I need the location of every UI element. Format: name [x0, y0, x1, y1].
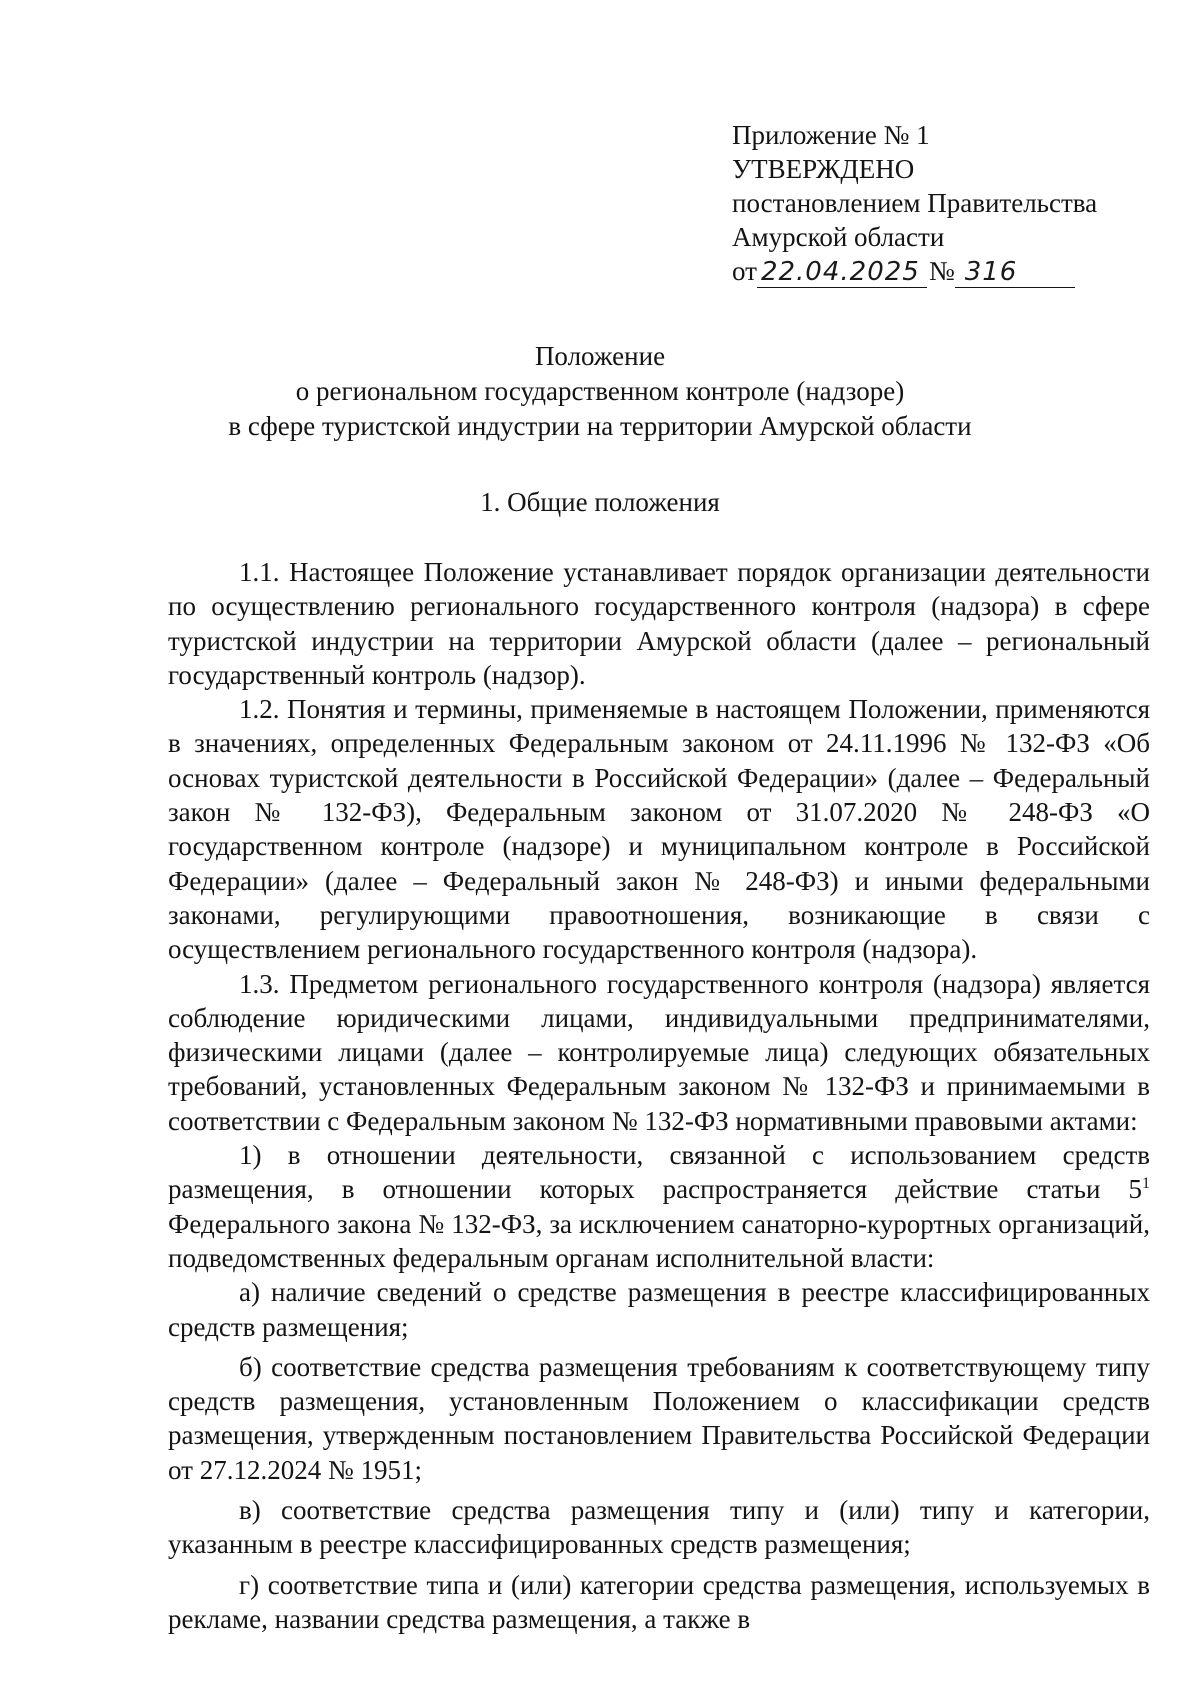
date-prefix: от [732, 256, 757, 286]
document-title [0, 339, 1200, 444]
approval-block [732, 118, 1097, 288]
number-blank [955, 257, 1075, 288]
number-prefix: № [928, 256, 955, 286]
paragraph-1-2: 1.2. Понятия и термины, применяемые в настоящем Положении, применяются в значениях, определенных Федеральным законом от 24.11.1996 № 132-ФЗ «Об основах туристской деятельности в Российской Федерации» (далее – Федеральный закон № 132-ФЗ), Федеральным законом от 31.07.2020 № 248-ФЗ «О государственном контроле (надзоре) и муниципальном контроле в Российской Федерации» (далее – Федеральный закон № 248-ФЗ) и иными федеральными законами, регулирующими правоотношения, возникающие в связи с осуществлением регионального государственного контроля (надзора). [168, 694, 1150, 965]
list-item-b: б) соответствие средства размещения требованиям к соответствующему типу средств размещения, установленным Положением о классификации средств размещения, утвержденным постановлением Правительства Российской Федерации от 27.12.2024 № 1951; [168, 1351, 1150, 1485]
list-item-a: а) наличие сведений о средстве размещения в реестре классифицированных средств размещения; [168, 1277, 1150, 1342]
handwritten-date: 22.04.2025 [760, 257, 920, 287]
decree-date-number [732, 254, 1097, 288]
approved-region: Амурской области [732, 222, 945, 252]
appendix-number: Приложение № 1 [732, 120, 930, 150]
title-line-3: в сфере туристской индустрии на территории Амурской области [228, 411, 972, 441]
list-item-v: в) соответствие средства размещения типу и (или) типу и категории, указанным в реестре классифицированных средств размещения; [168, 1495, 1150, 1560]
handwritten-number: 316 [964, 257, 1018, 287]
superscript: 1 [1142, 1175, 1150, 1193]
list-item-g: г) соответствие типа и (или) категории средства размещения, используемых в рекламе, названии средства размещения, а также в [168, 1569, 1150, 1634]
list-item-1: 1) в отношении деятельности, связанной с использованием средств размещения, в отношении которых распространяется действие статьи $5^1$ Федерального закона № 132-ФЗ, за исключением санаторно-курортных организаций, подведомственных федеральным органам исполнительной власти: [168, 1140, 1150, 1273]
approved-label: УТВЕРЖДЕНО [732, 154, 915, 184]
title-line-1: Положение [534, 341, 666, 371]
approved-by: постановлением Правительства [732, 188, 1098, 218]
title-line-2: о региональном государственном контроле (надзоре) [295, 376, 905, 406]
document-body [168, 555, 1150, 1636]
date-blank [757, 257, 927, 288]
paragraph-1-3: 1.3. Предметом регионального государственного контроля (надзора) является соблюдение юридическими лицами, индивидуальными предпринимателями, физическими лицами (далее – контролируемые лица) следующих обязательных требований, установленных Федеральным законом № 132-ФЗ и принимаемыми в соответствии с Федеральным законом № 132-ФЗ нормативными правовыми актами: [168, 968, 1150, 1136]
section-heading: 1. Общие положения [480, 487, 720, 517]
paragraph-1-1: 1.1. Настоящее Положение устанавливает порядок организации деятельности по осуществлению регионального государственного контроля (надзора) в сфере туристской индустрии на территории Амурской области (далее – региональный государственный контроль (надзор). [168, 557, 1150, 690]
